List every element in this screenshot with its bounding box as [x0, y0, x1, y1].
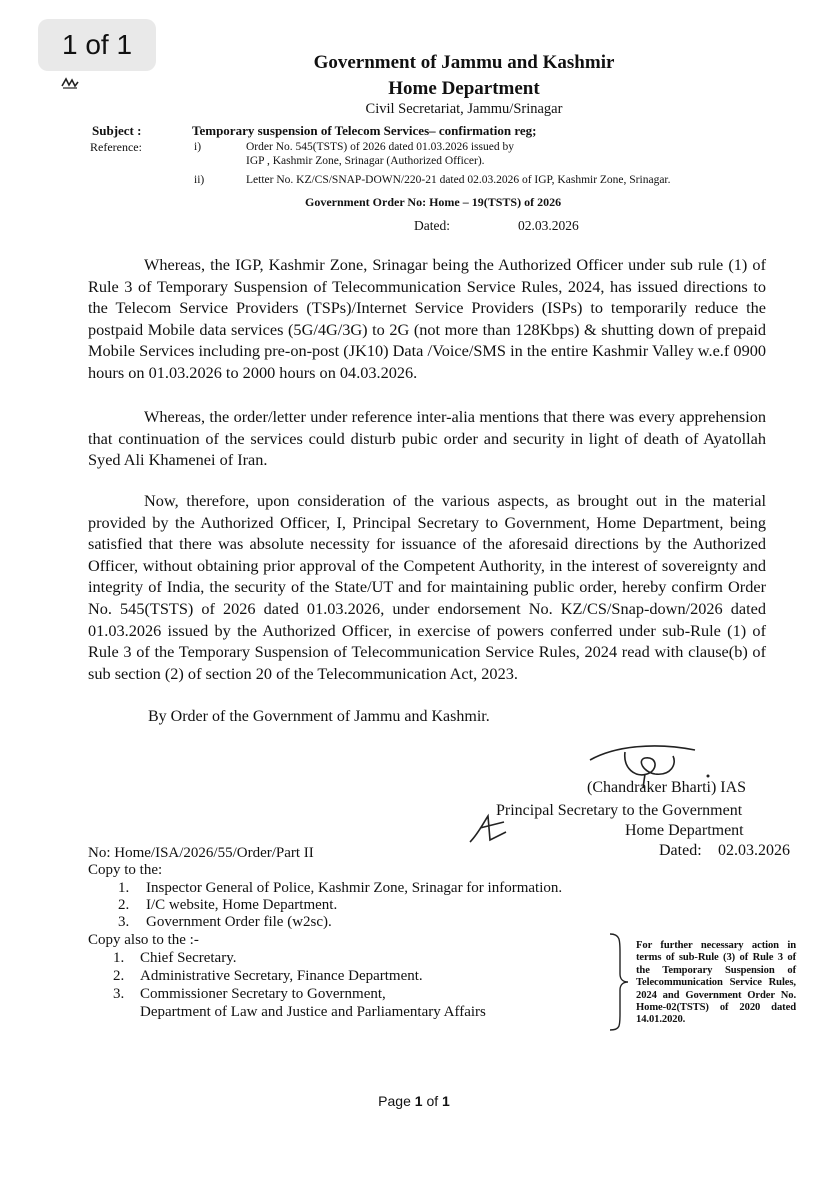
subject-label: Subject : — [92, 123, 142, 138]
signatory-dated-label: Dated: — [659, 842, 702, 859]
order-dated-label: Dated: — [414, 218, 450, 233]
copy-to-item: Inspector General of Police, Kashmir Zone, Srinagar for information. — [146, 880, 563, 896]
copy-to-item: I/C website, Home Department. — [146, 897, 338, 913]
copy-also-num: 3. — [113, 986, 125, 1002]
endorsement-number: No: Home/ISA/2026/55/Order/Part II — [88, 845, 314, 861]
reference-1-num: i) — [194, 141, 202, 153]
reference-1-line2: IGP , Kashmir Zone, Srinagar (Authorized Officer). — [246, 155, 485, 167]
body-paragraph-3: Now, therefore, upon consideration of the various aspects, as brought out in the material provided by the Authorized Officer, I, Principal Secretary to Government, Home Department, being satisfied that there was absolute necessity for issuance of the aforesaid directions by the Authorized Officer, without obtaining prior approval of the Competent Authority, in the interest of sovereignty and integrity of India, the security of the State/UT and for maintaining public order, hereby confirm Order No. 545(TSTS) of 2026 dated 01.03.2026, under endorsement No. KZ/CS/Snap-down/2026 dated 01.03.2026 issued by the Authorized Officer, in exercise of powers conferred under sub-Rule (1) of Rule 3 of the Temporary Suspension of Telecommunication Service Rules, 2024 read with clause(b) of sub section (2) of section 20 of the Telecommunication Act, 2023. — [88, 491, 766, 683]
copy-to-num: 3. — [118, 914, 130, 930]
signatory-department: Home Department — [625, 822, 744, 839]
body-paragraph-1: Whereas, the IGP, Kashmir Zone, Srinagar being the Authorized Officer under sub rule (1) of Rule 3 of Temporary Suspension of Telecommunication Service Rules, 2024, has issued directions to the Telecom Service Providers (TSPs)/Internet Service Providers (ISPs) to temporarily reduce the postpaid Mobile data services (5G/4G/3G) to 2G (not more than 128Kbps) & shutting down of prepaid Mobile Services including pre-on-post (JK10) Data /Voice/SMS in the entire Kashmir Valley w.e.f 0900 hours on 01.03.2026 to 2000 hours on 04.03.2026. — [88, 255, 766, 382]
page-footer — [0, 1093, 828, 1109]
footer-page-total: 1 — [442, 1093, 450, 1109]
footer-of: of — [426, 1093, 439, 1109]
copy-also-num: 1. — [113, 950, 125, 966]
letterhead-address: Civil Secretariat, Jammu/Srinagar — [365, 101, 563, 117]
reference-2-line1: Letter No. KZ/CS/SNAP-DOWN/220-21 dated 02.03.2026 of IGP, Kashmir Zone, Srinagar. — [246, 174, 671, 186]
footer-page-current: 1 — [414, 1093, 423, 1109]
signatory-designation: Principal Secretary to the Government — [496, 802, 743, 819]
subject-text: Temporary suspension of Telecom Services– confirmation reg; — [192, 123, 537, 138]
copy-to-num: 1. — [118, 880, 130, 896]
further-action-note: For further necessary action in terms of sub-Rule (3) of Rule 3 of the Temporary Suspension of Telecommunication Service Rules, 2024 and Government Order No. Home-02(TSTS) of 2020 dated 14.01.2020. — [636, 940, 796, 1026]
letterhead-government: Government of Jammu and Kashmir — [313, 52, 615, 73]
brace-mark — [606, 932, 630, 1032]
order-title: Government Order No: Home – 19(TSTS) of 2026 — [305, 195, 562, 209]
letterhead-department: Home Department — [388, 78, 540, 99]
footer-page-label: Page — [378, 1093, 411, 1109]
copy-also-item: Commissioner Secretary to Government, — [140, 986, 386, 1002]
copy-also-item: Administrative Secretary, Finance Department. — [140, 968, 423, 984]
copy-also-num: 2. — [113, 968, 125, 984]
signatory-name: (Chandraker Bharti) IAS — [587, 779, 747, 796]
body-paragraph-2: Whereas, the order/letter under reference inter-alia mentions that there was every apprehension that continuation of the services could disturb pubic order and security in light of death of Ayatollah Syed Ali Khamenei of Iran. — [88, 407, 766, 470]
copy-to-label: Copy to the: — [88, 862, 163, 878]
reference-2-num: ii) — [194, 174, 205, 186]
reference-label: Reference: — [90, 140, 142, 154]
copy-also-label: Copy also to the :- — [88, 932, 199, 948]
reference-1-line1: Order No. 545(TSTS) of 2026 dated 01.03.2026 issued by — [246, 141, 514, 153]
page-indicator-badge: 1 of 1 — [38, 19, 156, 71]
copy-to-num: 2. — [118, 897, 130, 913]
signatory-dated-value: 02.03.2026 — [718, 842, 790, 859]
order-dated-value: 02.03.2026 — [518, 218, 579, 233]
copy-to-item: Government Order file (w2sc). — [146, 914, 332, 930]
copy-also-item-continued: Department of Law and Justice and Parliamentary Affairs — [140, 1004, 486, 1020]
by-order-line: By Order of the Government of Jammu and Kashmir. — [148, 708, 490, 725]
copy-also-item: Chief Secretary. — [140, 950, 237, 966]
